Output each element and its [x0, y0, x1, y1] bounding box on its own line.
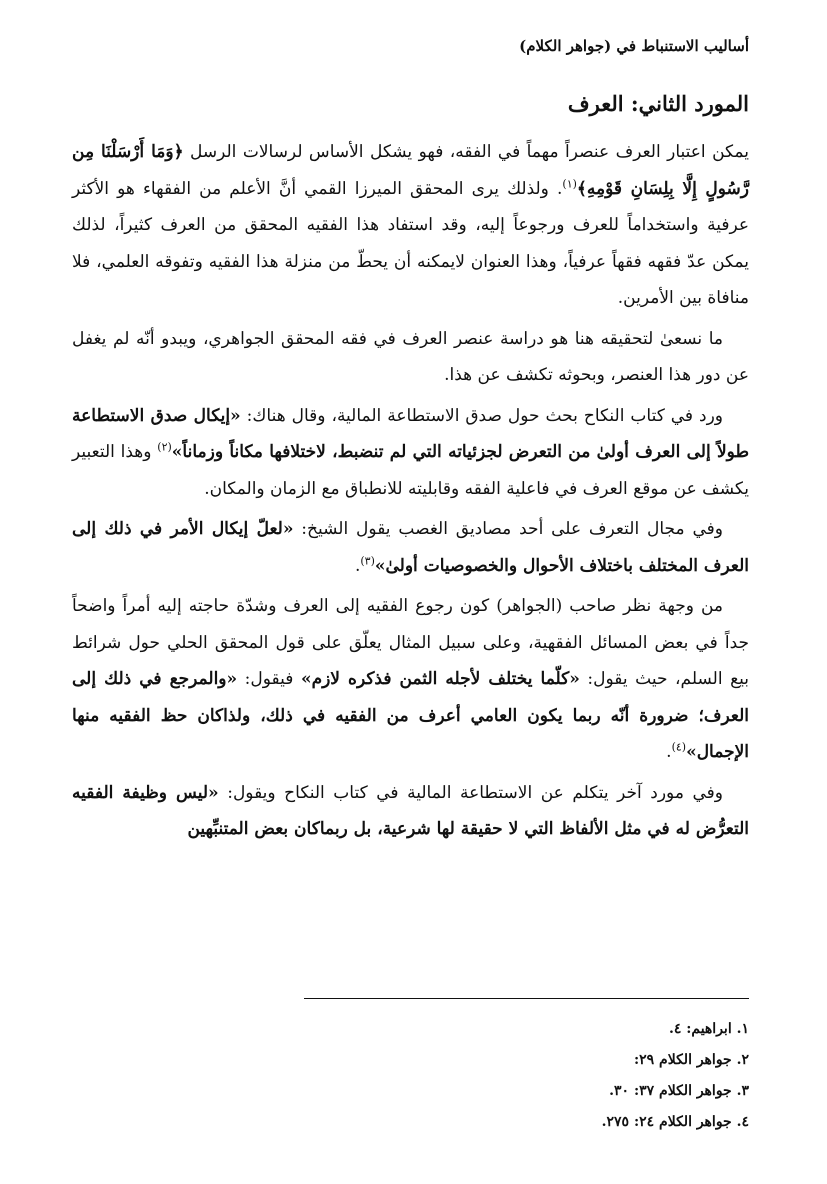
paragraph-2 — [72, 321, 749, 394]
paragraph-text: ورد في كتاب النكاح بحث حول صدق الاستطاعة المالية، وقال هناك: — [240, 405, 723, 426]
quotation: «إيكال صدق الاستطاعة طولاً إلى العرف أولىٰ من التعرض لجزئياته التي لم تنضبط، لاختلافها مكاناً وزماناً» — [72, 405, 749, 462]
paragraph-text: يمكن اعتبار العرف عنصراً مهماً في الفقه، فهو يشكل الأساس لرسالات الرسل — [183, 142, 749, 162]
book-page — [72, 30, 749, 1164]
paragraph-3 — [72, 398, 749, 508]
paragraph-text: وهذا التعبير يكشف عن موقع العرف في فاعلية الفقه وقابليته للانطباق مع الزمان والمكان. — [72, 442, 749, 499]
footnote-3: ٣. جواهر الكلام ٣٧: ٣٠. — [609, 1083, 749, 1099]
quotation: «ليس وظيفة الفقيه التعرُّض له في مثل الألفاظ التي لا حقيقة لها شرعية، بل ربماكان بعض المتنبِّهين — [72, 782, 749, 839]
paragraph-5 — [72, 588, 749, 771]
paragraph-text: . — [666, 742, 672, 762]
footnote-1: ١. ابراهيم: ٤. — [668, 1021, 749, 1037]
paragraph-text: وفي مورد آخر يتكلم عن الاستطاعة المالية في كتاب النكاح ويقول: — [218, 782, 723, 803]
paragraph-text: فيقول: — [237, 669, 301, 689]
paragraph-text: . ولذلك يرى المحقق الميرزا القمي أنَّ الأعلم من الفقهاء هو الأكثر عرفية واستخداماً للعرف ورجوعاً إليه، وقد استفاد هذا الفقيه المحقق من العرف كثيراً، لذلك يمكن عدّ فقهه فقهاً عرفياً، وهذا العنوان لايمكنه أن يحطّ من منزلة هذا الفقيه وتفوقه العلمي، فلا منافاة بين الأمرين. — [72, 178, 749, 308]
footnotes — [72, 1014, 749, 1138]
body-text — [72, 134, 749, 848]
footnote-divider — [304, 998, 749, 999]
footnote-2: ٢. جواهر الكلام ٢٩: — [633, 1052, 749, 1068]
footnote-ref-1: (١) — [562, 176, 577, 190]
running-header: أساليب الاستنباط في (جواهر الكلام) — [519, 37, 749, 55]
paragraph-6 — [72, 775, 749, 848]
quotation: «كلّما يختلف لأجله الثمن فذكره لازم» — [300, 669, 580, 689]
paragraph-4 — [72, 511, 749, 584]
paragraph-text: وفي مجال التعرف على أحد مصاديق الغصب يقول الشيخ: — [293, 519, 723, 539]
section-title: المورد الثاني: العرف — [567, 91, 749, 116]
footnote-ref-3: (٣) — [360, 553, 375, 567]
quotation: «لعلّ إيكال الأمر في ذلك إلى العرف المختلف باختلاف الأحوال والخصوصيات أولىٰ» — [72, 519, 749, 576]
paragraph-text: . — [354, 555, 361, 576]
paragraph-1 — [72, 134, 749, 317]
paragraph-text: من وجهة نظر صاحب (الجواهر) كون رجوع الفقيه إلى العرف وشدّة حاجته إليه أمراً واضحاً جداً في بعض المسائل الفقهية، وعلى سبيل المثال يعلّق على قول المحقق الحلي حول شرائط بيع السلم، حيث يقول: — [72, 596, 749, 689]
footnote-ref-2: (٢) — [157, 440, 172, 454]
footnote-ref-4: (٤) — [671, 740, 687, 754]
quotation: «والمرجع في ذلك إلى العرف؛ ضرورة أنّه ربما يكون العامي أعرف من الفقيه في ذلك، ولذاكان حظ الفقيه منها الإجمال» — [72, 669, 749, 762]
quran-verse: ﴿وَمَا أَرْسَلْنَا مِن رَّسُولٍ إِلَّا بِلِسَانِ قَوْمِهِ﴾ — [72, 142, 749, 199]
footnote-4: ٤. جواهر الكلام ٢٤: ٢٧٥. — [601, 1114, 749, 1130]
paragraph-text: ما نسعىٰ لتحقيقه هنا هو دراسة عنصر العرف في فقه المحقق الجواهري، ويبدو أنّه لم يغفل عن دور هذا العنصر، وبحوثه تكشف عن هذا. — [72, 328, 749, 385]
